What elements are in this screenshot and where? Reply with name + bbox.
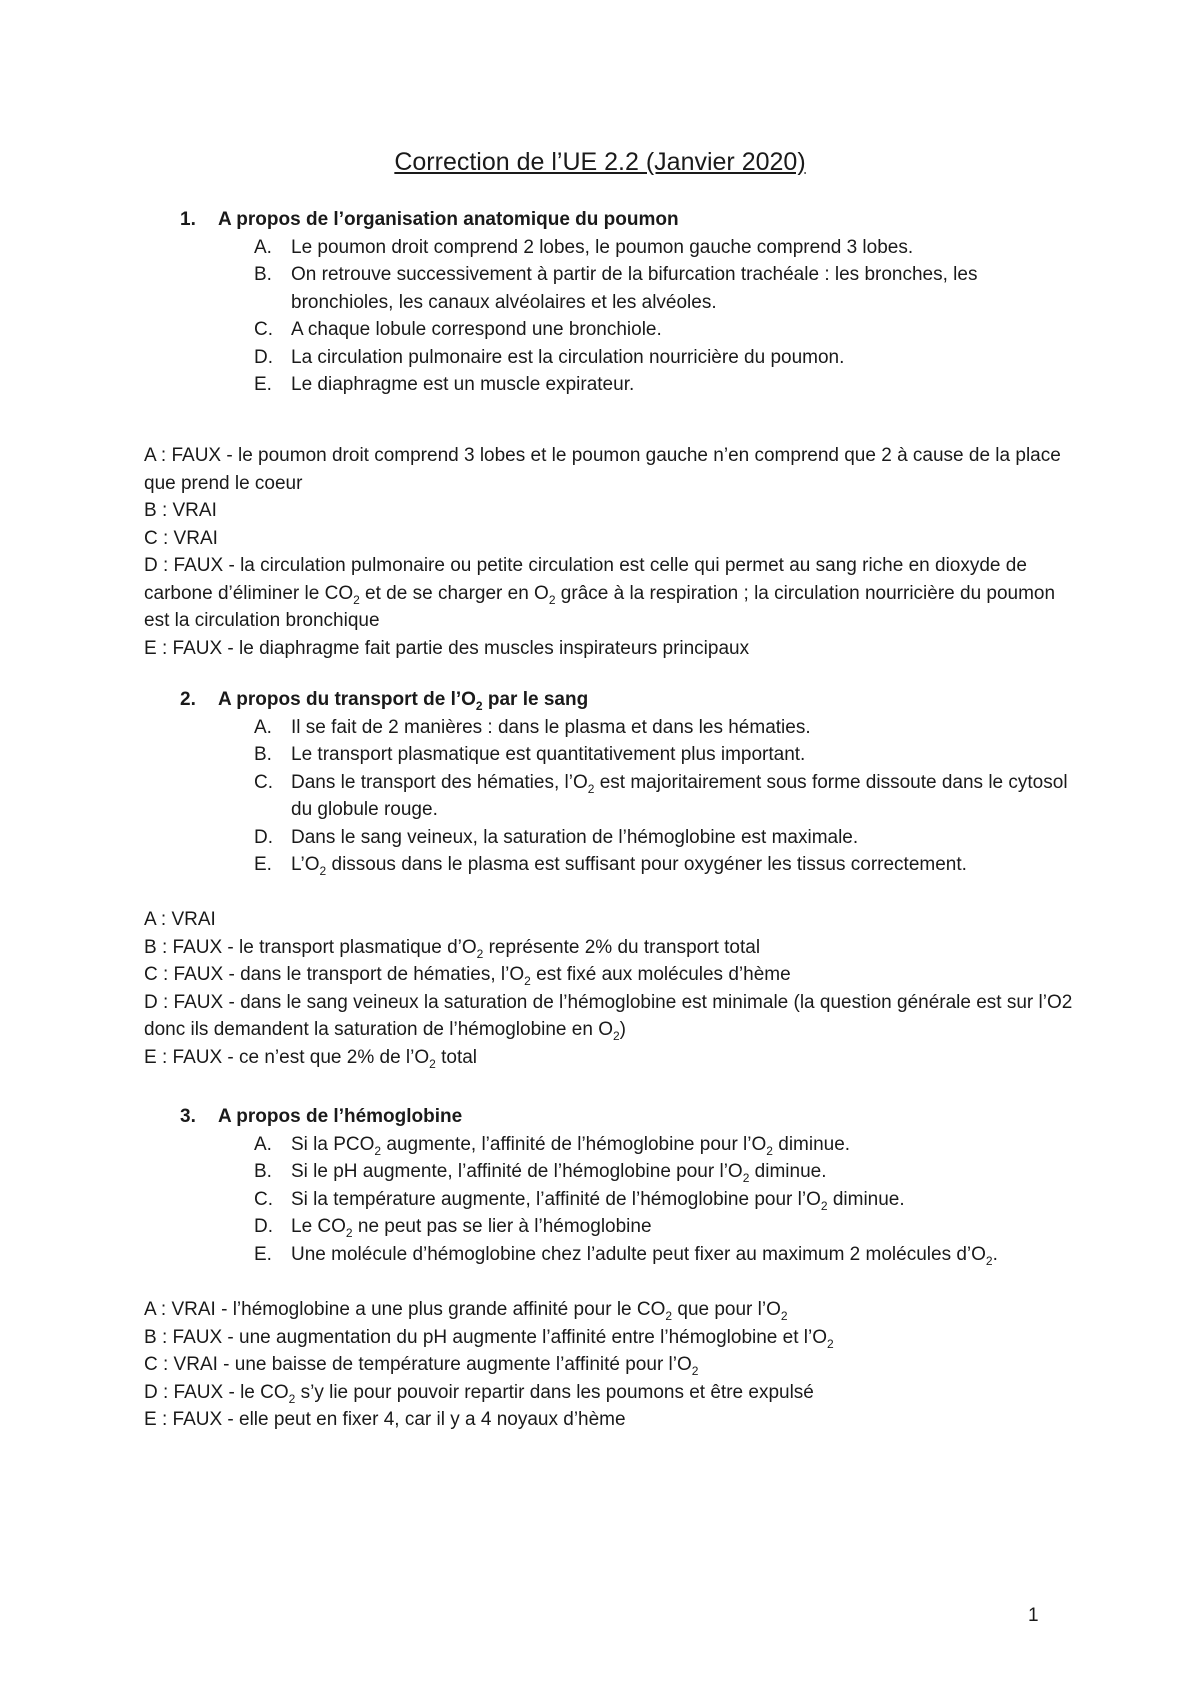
- question-1-option-e: [254, 371, 1074, 399]
- option-text: Si la température augmente, l’affinité de l’hémoglobine pour $l’O_2$ diminue.: [291, 1188, 905, 1213]
- question-1-option-a: [254, 234, 1074, 262]
- answer-line: E : FAUX - le diaphragme fait partie des muscles inspirateurs principaux: [144, 637, 750, 659]
- question-1-answers: [144, 442, 1074, 662]
- answer-line: C : FAUX - dans le transport de hématies, $l’O_2$ est fixé aux molécules d’hème: [144, 964, 791, 988]
- option-label: C.: [254, 771, 273, 793]
- page-title: Correction de l’UE 2.2 (Janvier 2020): [394, 148, 806, 176]
- option-text: Le diaphragme est un muscle expirateur.: [291, 374, 635, 395]
- question-3-option-a: [254, 1131, 1074, 1159]
- option-label: D.: [254, 1216, 273, 1237]
- option-text: La circulation pulmonaire est la circulation nourricière du poumon.: [291, 346, 845, 368]
- option-label: A.: [254, 1133, 272, 1155]
- option-text: Si la $PCO_2$ augmente, l’affinité de l’hémoglobine pour $l’O_2$ diminue.: [291, 1133, 851, 1158]
- answer-line: C : VRAI - une baisse de température augmente l’affinité pour $l’O_2$: [144, 1354, 699, 1378]
- question-3-option-e: [254, 1241, 1074, 1269]
- question-2-title: [180, 686, 1074, 714]
- answer-line: B : FAUX - une augmentation du pH augmente l’affinité entre l’hémoglobine et $l’O_2$: [144, 1326, 834, 1351]
- question-1: [144, 206, 1074, 399]
- option-label: A.: [254, 236, 272, 258]
- answer-line: B : VRAI: [144, 500, 217, 521]
- question-2-option-c: [254, 769, 1074, 824]
- question-1-title: [180, 206, 1074, 234]
- answer-line: D : FAUX - dans le sang veineux la saturation de l’hémoglobine est minimale (la question générale est sur l’O2 donc ils demandent la saturation de l’hémoglobine en $O_2$): [144, 991, 1073, 1043]
- question-2-option-b: [254, 741, 1074, 769]
- answer-line: A : VRAI - l’hémoglobine a une plus grande affinité pour le $CO_2$ que pour $l’O_2$: [144, 1299, 788, 1323]
- question-3-answers: [144, 1296, 1074, 1434]
- question-3-option-c: [254, 1186, 1074, 1214]
- answer-line: D : FAUX - le $CO_2$ s’y lie pour pouvoir repartir dans les poumons et être expulsé: [144, 1381, 814, 1406]
- question-1-options: [144, 234, 1074, 399]
- option-label: D.: [254, 346, 273, 368]
- answer-line: B : FAUX - le transport plasmatique $d’O_2$ représente 2% du transport total: [144, 936, 761, 961]
- question-2-options: [144, 714, 1074, 879]
- question-3-option-d: [254, 1213, 1074, 1241]
- question-3-number: 3.: [180, 1106, 196, 1127]
- option-text: Le transport plasmatique est quantitativement plus important.: [291, 744, 806, 765]
- answer-line: D : FAUX - la circulation pulmonaire ou petite circulation est celle qui permet au sang riche en dioxyde de carbone d’éliminer le $CO_2$ et de se charger en $O_2$ grâce à la respiration ; la circulation nourricière du poumon est la circulation bronchique: [144, 555, 1056, 631]
- option-text: On retrouve successivement à partir de la bifurcation trachéale : les bronches, les bronchioles, les canaux alvéolaires et les alvéoles.: [291, 264, 978, 313]
- option-label: B.: [254, 744, 272, 765]
- question-1-option-c: [254, 316, 1074, 344]
- option-text: Le $CO_2$ ne peut pas se lier à l’hémoglobine: [291, 1216, 652, 1240]
- option-text: Une molécule d’hémoglobine chez l’adulte peut fixer au maximum 2 molécules $d’O_2$.: [291, 1243, 998, 1268]
- option-text: Il se fait de 2 manières : dans le plasma et dans les hématies.: [291, 716, 811, 738]
- question-2-option-a: [254, 714, 1074, 742]
- answer-line: A : VRAI: [144, 909, 216, 930]
- option-label: C.: [254, 1188, 273, 1210]
- question-1-option-d: [254, 344, 1074, 372]
- answer-line: C : VRAI: [144, 527, 218, 549]
- question-2-option-d: [254, 824, 1074, 852]
- question-3: [144, 1103, 1074, 1268]
- option-text: Si le pH augmente, l’affinité de l’hémoglobine pour $l’O_2$ diminue.: [291, 1161, 827, 1185]
- question-3-options: [144, 1131, 1074, 1269]
- question-3-heading: A propos de l’hémoglobine: [218, 1106, 463, 1127]
- page-number: 1: [1028, 1605, 1039, 1626]
- question-2-option-e: [254, 851, 1074, 879]
- option-label: A.: [254, 716, 272, 738]
- option-text: Dans le transport des hématies, $l’O_2$ est majoritairement sous forme dissoute dans le cytosol du globule rouge.: [291, 771, 1068, 820]
- option-label: B.: [254, 1161, 272, 1182]
- question-1-heading: A propos de l’organisation anatomique du poumon: [218, 209, 679, 230]
- option-label: C.: [254, 319, 273, 340]
- question-2-number: 2.: [180, 689, 196, 710]
- option-label: E.: [254, 1243, 272, 1265]
- question-1-option-b: [254, 261, 1074, 316]
- question-3-option-b: [254, 1158, 1074, 1186]
- question-1-number: 1.: [180, 209, 196, 230]
- option-text: $L’O_2$ dissous dans le plasma est suffisant pour oxygéner les tissus correctement.: [291, 854, 967, 878]
- option-text: Le poumon droit comprend 2 lobes, le poumon gauche comprend 3 lobes.: [291, 236, 914, 258]
- question-2: [144, 686, 1074, 879]
- question-2-answers: [144, 906, 1074, 1071]
- question-3-title: [180, 1103, 1074, 1131]
- option-label: E.: [254, 374, 272, 395]
- answer-line: E : FAUX - ce n’est que 2% de $l’O_2$ total: [144, 1046, 478, 1071]
- option-label: E.: [254, 854, 272, 875]
- answer-line: E : FAUX - elle peut en fixer 4, car il y a 4 noyaux d’hème: [144, 1409, 626, 1430]
- option-text: Dans le sang veineux, la saturation de l’hémoglobine est maximale.: [291, 826, 859, 848]
- option-label: D.: [254, 826, 273, 848]
- answer-line: A : FAUX - le poumon droit comprend 3 lobes et le poumon gauche n’en comprend que 2 à cause de la place que prend le coeur: [144, 445, 1061, 494]
- option-text: A chaque lobule correspond une bronchiole.: [291, 319, 662, 340]
- option-label: B.: [254, 264, 272, 285]
- question-2-heading: A propos du transport de $l’O_2$ par le sang: [218, 689, 589, 713]
